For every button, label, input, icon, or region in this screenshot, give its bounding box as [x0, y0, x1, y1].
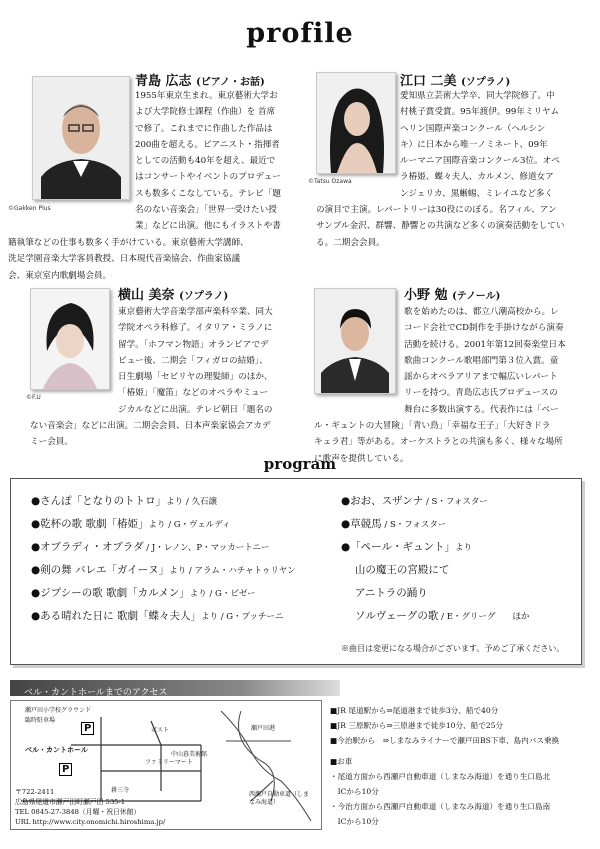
- map-label-parking: 臨時駐車場: [25, 717, 56, 724]
- item-title: ●草競馬: [341, 518, 382, 530]
- item-composer: / S・フォスター: [423, 497, 488, 507]
- program-item: [341, 585, 428, 600]
- access-header-text: ベル・カントホールまでのアクセス: [24, 688, 168, 698]
- map-label-kou: 耕三寺: [111, 787, 130, 794]
- item-title: ●ジプシーの歌 歌劇「カルメン」: [31, 587, 190, 599]
- name-text: 江口 二美: [400, 74, 457, 89]
- bio-line: サンブル金沢、群響、静響との共演など多くの演奏活動をしてい: [316, 221, 565, 232]
- map-label-nakayama: 中山暮美術館: [171, 751, 208, 758]
- name-text: 青島 広志: [135, 74, 192, 89]
- address-block: [15, 787, 165, 827]
- postal-code: 〒722-2411: [15, 788, 55, 796]
- item-composer: より: [454, 543, 472, 553]
- role-text: (ピアノ・お話): [196, 77, 265, 88]
- profile-bio: [135, 88, 300, 235]
- role-text: (テノール): [452, 291, 501, 302]
- name-text: 小野 勉: [404, 288, 448, 303]
- item-title: ●剣の舞 バレエ「ガイーヌ」: [31, 564, 170, 576]
- map-label-station: 瀬戸田港: [251, 725, 276, 732]
- bio-line: 業」などに出演。他にもイラストや書: [135, 221, 281, 232]
- bio-line: 愛知県立芸術大学卒、同大学院修了。中: [400, 91, 555, 101]
- bio-line: 会、東京室内歌劇場会員。: [8, 270, 112, 281]
- route-line: ICから10分: [330, 817, 379, 826]
- program-item: [31, 493, 217, 508]
- program-item: [341, 516, 446, 531]
- map-label-expressway: 西瀬戸自動車道（しまなみ海道）: [249, 791, 310, 806]
- bio-line: ビュー後、二期会「フィガロの結婚」、: [118, 355, 268, 366]
- portrait-image: [317, 73, 395, 173]
- item-composer: より / G・ビゼー: [189, 589, 256, 599]
- bio-line: 活動を続ける。2001年第12回奏楽堂日本: [404, 339, 566, 350]
- address: 広島県尾道市瀬戸田町瀬戸田 535-1: [15, 798, 126, 806]
- portrait-yokoyama: [30, 288, 110, 390]
- bio-line: はコンサートやイベントのプロデュー: [135, 172, 281, 183]
- bio-line: ル・ギュントの大冒険」「青い鳥」「幸福な王子」「大好きドラ: [314, 421, 551, 431]
- map-label-hall: ベル・カントホール: [25, 746, 88, 754]
- program-item: [31, 516, 231, 531]
- access-map: [10, 700, 322, 830]
- map-label-school: 瀬戸田小学校グラウンド: [25, 707, 92, 714]
- item-composer: より / アラム・ハチャトゥリヤン: [169, 566, 296, 576]
- program-box: [10, 478, 582, 665]
- bio-line: 日生劇場「セビリヤの理髪師」のほか、: [118, 372, 273, 383]
- portrait-aoshima: [32, 76, 130, 200]
- bio-line: 名のない音楽会」「世界一受けたい授: [135, 205, 277, 216]
- bio-line: 歌曲コンクール歌唱部門第３位入賞。童: [404, 355, 559, 366]
- item-title: ソルヴェーグの歌: [341, 610, 439, 622]
- photo-credit: ©Gakken Plus: [8, 205, 51, 212]
- website-link[interactable]: URL http://www.city.onomichi.hiroshima.jp/: [15, 818, 166, 826]
- bio-line: ンジェリカ、黒蜥蜴、ミレイユなど多く: [400, 188, 554, 199]
- portrait-image: [33, 77, 129, 199]
- bio-line: コード会社でCD制作を手掛けながら演奏: [404, 323, 564, 334]
- item-composer: より / 久石譲: [166, 497, 217, 507]
- page-title: profile: [246, 18, 354, 49]
- bio-line: 200曲を超える。ピアニスト・指揮者: [135, 139, 280, 150]
- route-line: ■お車: [330, 757, 353, 766]
- access-header-bar: [10, 680, 340, 696]
- bio-line: 東京藝術大学音楽学部声楽科卒業、同大: [118, 307, 273, 317]
- parking-icon: P: [59, 763, 72, 776]
- role-text: (ソプラノ): [179, 291, 229, 302]
- bio-line: ない音楽会」などに出演。二期会会員、日本声楽家協会アカデ: [30, 421, 271, 431]
- bio-line: ヘリン国際声楽コンクール（ヘルシン: [400, 123, 546, 134]
- item-composer: / J・レノン、P・マッカートニー: [143, 543, 270, 553]
- bio-line: 謡からオペラアリアまで幅広いレパート: [404, 372, 558, 383]
- item-title: アニトラの踊り: [341, 587, 428, 599]
- map-label-post: ポスト: [151, 727, 170, 734]
- bio-line: 学院オペラ科修了。イタリア・ミラノに: [118, 323, 273, 334]
- portrait-ono: [314, 288, 396, 394]
- program-note: ※曲目は変更になる場合がございます。予めご了承ください。: [341, 644, 565, 653]
- bio-line: 「椿姫」「魔笛」などのオペラやミュー: [118, 388, 269, 399]
- bio-line: キュラ君」等がある。オーケストラとの共演も多く、様々な場所: [314, 437, 563, 448]
- bio-line: 洗足学園音楽大学客員教授、日本現代音楽協会、作曲家協議: [8, 254, 241, 265]
- bio-line: キ）に日本から唯一ノミネート、09年: [400, 139, 548, 150]
- bio-line: スも数多くこなしている。テレビ「題: [135, 188, 281, 199]
- bio-line: ミー会員。: [30, 437, 73, 448]
- bio-line: 舞台に多数出演する。代表作には「ペー: [404, 404, 559, 415]
- portrait-eguchi: [316, 72, 396, 174]
- program-item: [341, 562, 449, 577]
- bio-line: ルーマニア国際音楽コンクール3位。オペ: [400, 156, 560, 167]
- program-item: [31, 585, 255, 600]
- parking-icon: P: [81, 722, 94, 735]
- profile-bio: [404, 304, 584, 418]
- bio-line: 留学。「ホフマン物語」オランピアでデ: [118, 339, 269, 350]
- item-composer: より / G・プッチーニ: [201, 612, 284, 622]
- program-item: [31, 562, 296, 577]
- name-text: 横山 美奈: [118, 288, 175, 303]
- route-line: ■JR 三原駅から⇒三原港まで徒歩10分、船で25分: [330, 721, 504, 730]
- profile-bio: [118, 304, 300, 418]
- program-item: [341, 608, 529, 623]
- bio-line: としての活動も40年を超え、最近で: [135, 156, 276, 167]
- profile-name: [400, 70, 510, 89]
- bio-line: よび大学院修士課程（作曲）を 首席: [135, 107, 276, 118]
- bio-line: ジカルなどに出演。テレビ朝日「題名の: [118, 404, 273, 415]
- role-text: (ソプラノ): [461, 77, 511, 88]
- item-title: ●ある晴れた日に 歌劇「蝶々夫人」: [31, 610, 201, 622]
- profile-name: [118, 284, 228, 303]
- route-line: ・尾道方面から西瀬戸自動車道（しまなみ海道）を通り生口島北: [330, 772, 551, 781]
- program-item: [341, 493, 488, 508]
- profile-bio: [400, 88, 582, 202]
- bio-line: 歌を始めたのは、都立八潮高校から。レ: [404, 307, 559, 317]
- item-title: 山の魔王の宮殿にて: [341, 564, 450, 576]
- item-title: ●オブラディ・オブラダ: [31, 541, 144, 553]
- bio-line: の演目で主演。レパートリーは30役にのぼる。名フィル、アン: [316, 205, 557, 215]
- portrait-image: [315, 289, 395, 393]
- profile-name: [404, 284, 500, 303]
- portrait-image: [31, 289, 109, 389]
- route-line: ■今治駅から ⇒しまなみライナーで瀬戸田BS下車、島内バス乗換: [330, 736, 560, 745]
- bio-line: で修了。これまでに作曲した作品は: [135, 123, 273, 134]
- bio-line: る。二期会会員。: [316, 237, 385, 248]
- program-item: [31, 608, 283, 623]
- photo-credit: ©F.U: [26, 394, 41, 401]
- item-title: ●乾杯の歌 歌劇「椿姫」: [31, 518, 149, 530]
- program-item: [31, 539, 269, 554]
- route-line: ・今治方面から西瀬戸自動車道（しまなみ海道）を通り生口島南: [330, 802, 551, 811]
- item-title: ●「ペール・ギュント」: [341, 541, 455, 553]
- route-line: ICから10分: [330, 787, 379, 796]
- route-line: ■JR 尾道駅から⇒尾道港まで徒歩3分、船で40分: [330, 706, 499, 715]
- photo-credit: ©Tatsu Ozawa: [308, 178, 352, 185]
- bio-line: ラ椿姫、蝶々夫人、カルメン、修道女ア: [400, 172, 554, 183]
- bio-line: 村桃子賞受賞。95年渡伊。99年ミリヤム: [400, 107, 560, 118]
- bio-line: に歌声を提供している。: [314, 453, 409, 464]
- item-title: ●おお、スザンナ: [341, 495, 424, 507]
- phone: TEL 0845-27-3848（月曜・祝日休館）: [15, 808, 141, 816]
- program-item: [341, 539, 472, 554]
- profile-bio-continued: [316, 202, 584, 251]
- item-composer: / E・グリーグ ほか: [438, 612, 530, 622]
- bio-line: リーを持つ。青島広志氏プロデュースの: [404, 388, 558, 399]
- item-composer: より / G・ヴェルディ: [148, 520, 231, 530]
- program-title: program: [263, 455, 337, 473]
- bio-line: 籍執筆などの仕事も数多く手がけている。東京藝術大学講師、: [8, 238, 249, 248]
- item-title: ●さんぽ「となりのトトロ」: [31, 495, 167, 507]
- item-composer: / S・フォスター: [381, 520, 447, 530]
- bio-line: 1955年東京生まれ。東京藝術大学お: [135, 91, 278, 101]
- profile-name: [135, 70, 265, 89]
- profile-bio-continued: [8, 235, 300, 284]
- profile-bio-continued: [30, 418, 300, 451]
- access-routes: [330, 703, 559, 829]
- map-label-family: ファミリーマート: [145, 759, 193, 766]
